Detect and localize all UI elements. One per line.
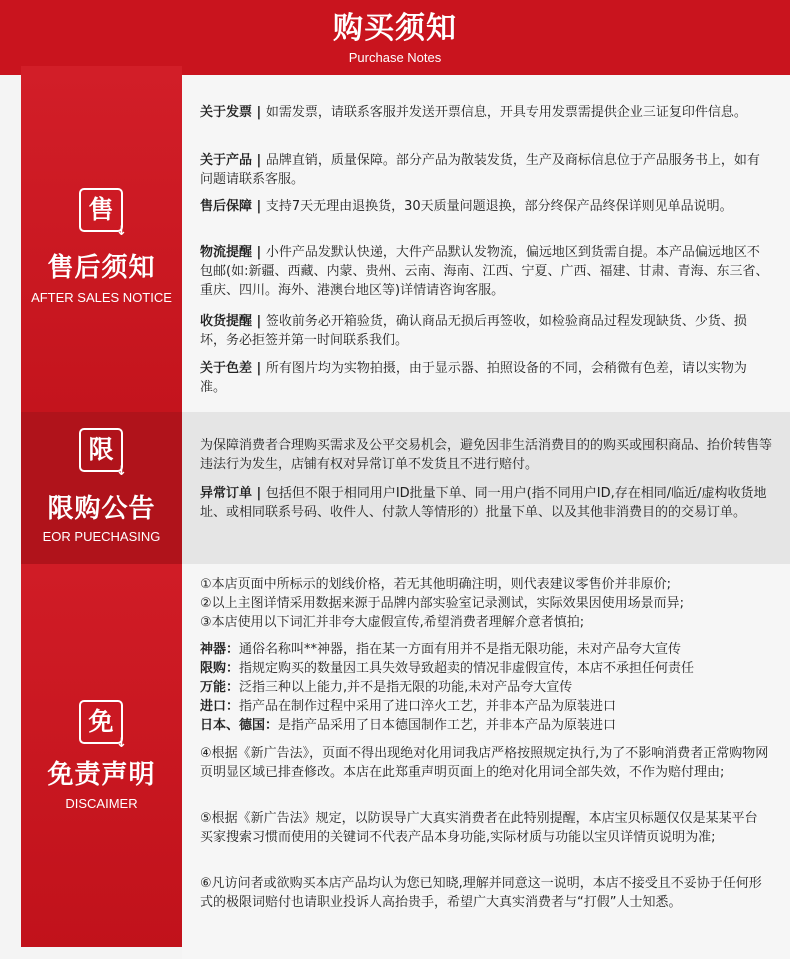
term-wanneng: 万能：泛指三种以上能力,并不是指无限的功能,未对产品夸大宣传: [200, 680, 573, 695]
term-shenqi: 神器：通俗名称叫**神器，指在某一方面有用并不是指无限功能，未对产品夸大宣传: [200, 642, 682, 657]
page-title: 购买须知: [333, 11, 457, 46]
arrow-down-icon: ↓: [116, 736, 127, 751]
term-xiangou: 限购：指规定购买的数量因工具失效导致超卖的情况非虚假宣传，本店不承担任何责任: [200, 661, 695, 676]
disclaimer-intro-2: ②以上主图详情采用数据来源于品牌内部实验室记录测试，实际效果因使用场景而异;: [200, 596, 685, 611]
purchase-limit-icon-glyph: 限: [88, 435, 114, 464]
arrow-down-icon: ↓: [116, 464, 127, 479]
term-jinkou: 进口：指产品在制作过程中采用了进口淬火工艺，并非本产品为原装进口: [200, 699, 617, 714]
note-product: 关于产品 | 品牌直销，质量保障。部分产品为散装发货，生产及商标信息位于产品服务书上，如有问题请联系客服。: [200, 153, 760, 187]
sidebar-disclaimer: [21, 564, 182, 947]
sidebar-after-sales: [21, 66, 182, 412]
after-sales-panel: [182, 75, 790, 412]
note-color: 关于色差 | 所有图片均为实物拍摄，由于显示器、拍照设备的不同，会稍微有色差，请以实物为准。: [200, 361, 747, 395]
arrow-down-icon: ↓: [116, 224, 127, 239]
sidebar-purchase-limit: [21, 412, 182, 564]
page-header: [0, 0, 790, 75]
disclaimer-panel: [182, 564, 790, 959]
after-sales-title-en: AFTER SALES NOTICE: [31, 290, 172, 305]
after-sales-icon: [79, 188, 127, 239]
after-sales-icon-glyph: 售: [88, 195, 114, 224]
after-sales-title: 售后须知: [47, 253, 156, 283]
purchase-limit-icon: [79, 428, 127, 479]
limit-abnormal-orders: 异常订单 | 包括但不限于相同用户ID批量下单、同一用户(指不同用户ID,存在相同/临近/虚构收货地址、或相同联系号码、收件人、付款人等情形的）批量下单、以及其他非消费目的的交易订单。: [200, 486, 767, 520]
disclaimer-intro-1: ①本店页面中所标示的划线价格，若无其他明确注明，则代表建议零售价并非原价;: [200, 577, 672, 592]
note-invoice: 关于发票 | 如需发票，请联系客服并发送开票信息，开具专用发票需提供企业三证复印件信息。: [200, 105, 747, 120]
purchase-limit-panel: [182, 412, 790, 564]
disclaimer-note-6: ⑥凡访问者或欲购买本店产品均认为您已知晓,理解并同意这一说明，本店不接受且不妥协于任何形式的极限词赔付也请职业投诉人高抬贵手，希望广大真实消费者与“打假”人士知悉。: [200, 876, 762, 910]
note-warranty: 售后保障 | 支持7天无理由退换货，30天质量问题退换，部分终保产品终保详则见单品说明。: [200, 199, 733, 214]
disclaimer-title: 免责声明: [47, 760, 156, 790]
disclaimer-title-en: DISCAIMER: [65, 796, 138, 811]
term-japan-germany: 日本、德国：是指产品采用了日本德国制作工艺，并非本产品为原装进口: [200, 718, 617, 733]
disclaimer-note-5: ⑤根据《新广告法》规定，以防误导广大真实消费者在此特别提醒，本店宝贝标题仅仅是某某平台买家搜索习惯而使用的关键词不代表产品本身功能,实际材质与功能以宝贝详情页说明为准;: [200, 811, 758, 845]
page-subtitle: Purchase Notes: [348, 50, 442, 65]
limit-intro: 为保障消费者合理购买需求及公平交易机会，避免因非生活消费目的的购买或囤积商品、抬价转售等违法行为发生，店铺有权对异常订单不发货且不进行赔付。: [200, 438, 773, 472]
purchase-limit-title-en: EOR PUECHASING: [42, 529, 161, 544]
disclaimer-icon-glyph: 免: [88, 707, 114, 736]
note-receipt: 收货提醒 | 签收前务必开箱验货，确认商品无损后再签收，如检验商品过程发现缺货、少货、损坏，务必拒签并第一时间联系我们。: [200, 314, 747, 348]
disclaimer-icon: [79, 700, 127, 751]
disclaimer-note-4: ④根据《新广告法》，页面不得出现绝对化用词我店严格按照规定执行,为了不影响消费者正常购物网页明显区域已排查修改。本店在此郑重声明页面上的绝对化用词全部失效，不作为赔付理由;: [200, 746, 769, 780]
note-logistics: 物流提醒 | 小件产品发默认快递，大件产品默认发物流，偏远地区到货需自提。本产品偏远地区不包邮(如:新疆、西藏、内蒙、贵州、云南、海南、江西、宁夏、广西、福建、甘肃、青海、东三省、重庆、四川。海外、港澳台地区等)详情请咨询客服。: [200, 245, 769, 298]
disclaimer-intro-3: ③本店使用以下词汇并非夸大虚假宣传,希望消费者理解介意者慎拍;: [200, 615, 585, 630]
purchase-limit-title: 限购公告: [47, 494, 156, 524]
